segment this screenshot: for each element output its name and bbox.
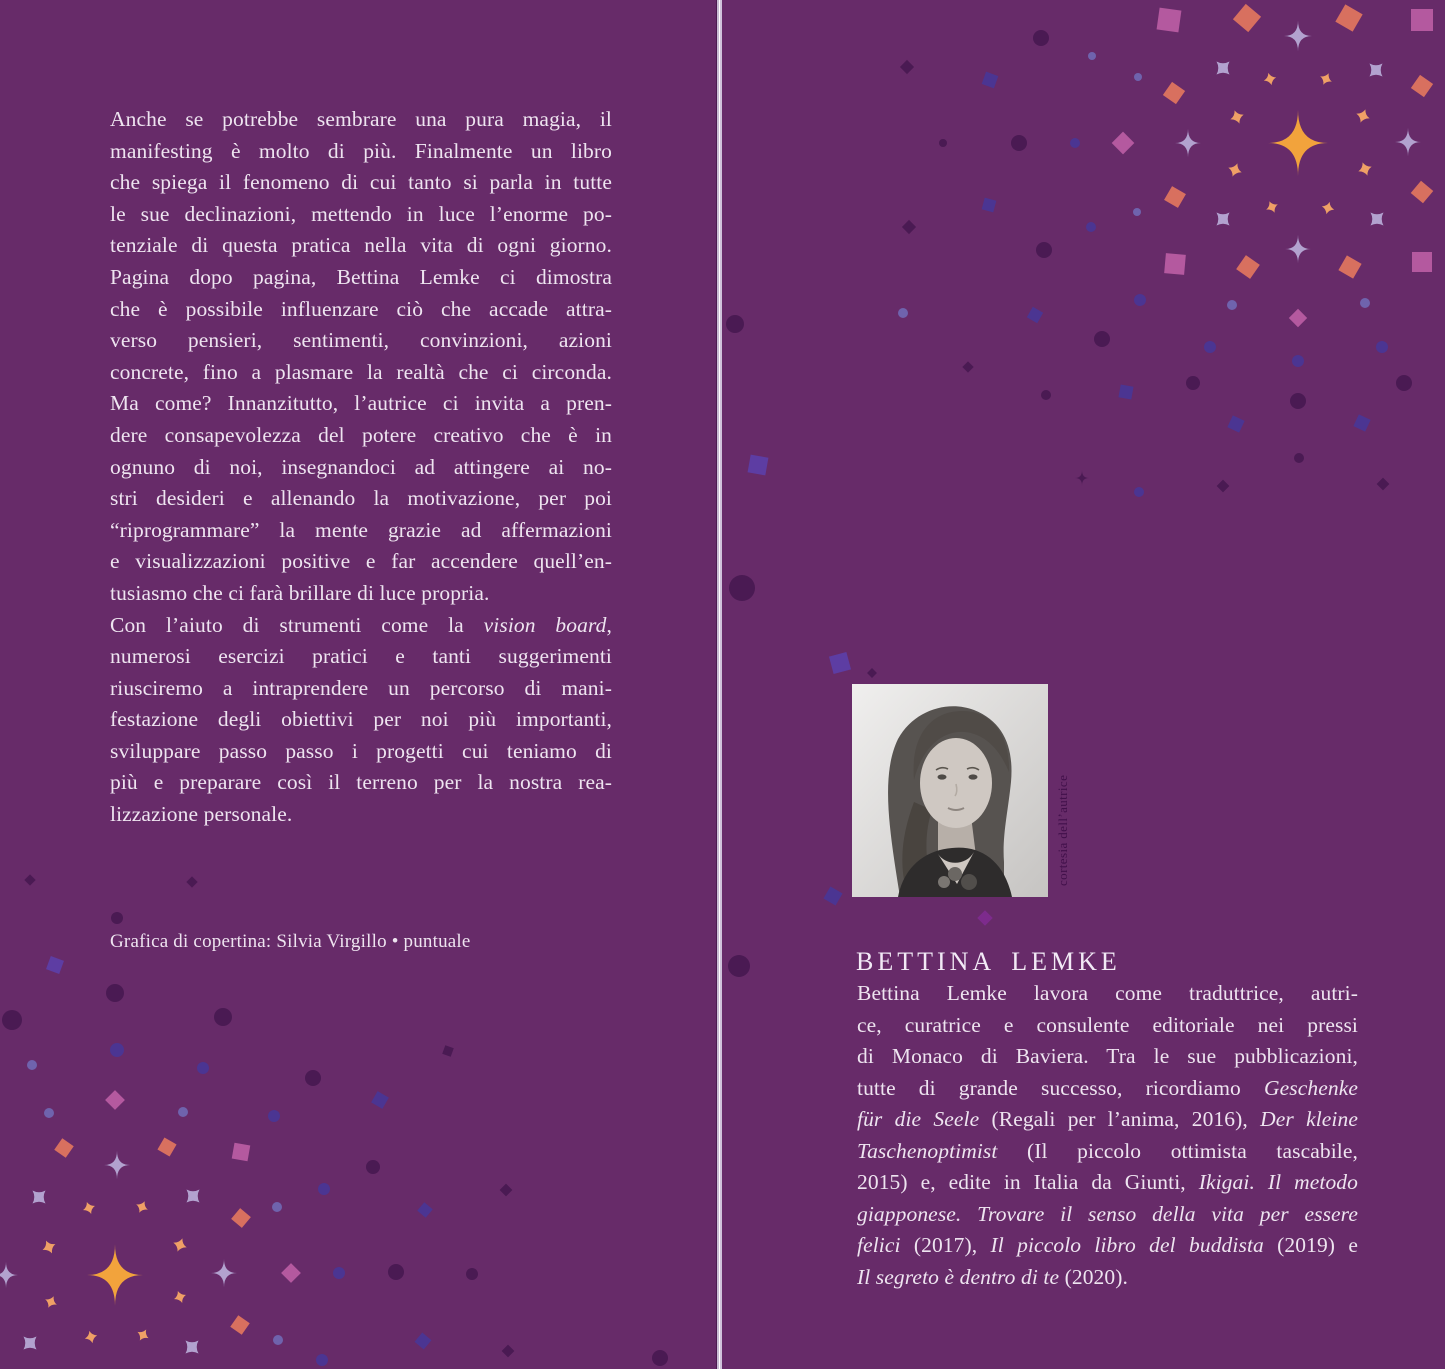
deco-dot <box>272 1202 282 1212</box>
deco-sq <box>1338 255 1361 278</box>
text-line: lizzazione personale. <box>110 802 293 827</box>
text-line: verso pensieri, sentimenti, convinzioni, azioni <box>110 328 612 353</box>
deco-sq <box>105 1090 125 1110</box>
deco-sq <box>230 1315 249 1334</box>
deco-pillow <box>1370 64 1383 77</box>
deco-dot <box>366 1160 380 1174</box>
deco-twinkle <box>83 1202 95 1214</box>
deco-dot <box>652 1350 668 1366</box>
deco-dot <box>898 308 908 318</box>
deco-sq <box>231 1208 251 1228</box>
deco-twinkle <box>1358 162 1371 175</box>
deco-twinkle <box>43 1241 56 1254</box>
deco-sq <box>1411 9 1433 31</box>
deco-dot <box>178 1107 188 1117</box>
text-line: dere consapevolezza del potere creativo che è in <box>110 422 612 447</box>
deco-twinkle <box>137 1329 148 1340</box>
text-line: che spiega il fenomeno di cui tanto si parla in tutte <box>110 170 612 195</box>
deco-twinkle <box>1356 109 1369 122</box>
text-line: giapponese. Trovare il senso della vita per essere <box>857 1201 1358 1226</box>
deco-dot <box>1094 331 1110 347</box>
deco-star-icon <box>104 1151 130 1180</box>
text-line: Con l’aiuto di strumenti come la vision board, <box>110 612 612 637</box>
text-line: “riprogrammare” la mente grazie ad affermazioni <box>110 517 612 542</box>
deco-dot <box>273 1335 283 1345</box>
deco-sq <box>1112 132 1135 155</box>
spine-fold-line <box>716 0 722 1369</box>
text-line: riusciremo a intraprendere un percorso di mani- <box>110 675 612 700</box>
deco-dot <box>268 1110 280 1122</box>
text-line: 2015) e, edite in Italia da Giunti, Ikigai. Il metodo <box>857 1170 1358 1194</box>
author-bio <box>857 978 1358 1293</box>
deco-sq <box>1377 478 1390 491</box>
text-line: le sue declinazioni, mettendo in luce l’enorme po- <box>110 201 612 226</box>
text-line: manifesting è molto di più. Finalmente un libro <box>110 138 612 163</box>
deco-sq <box>1027 307 1043 323</box>
deco-pillow <box>187 1190 200 1203</box>
deco-sq <box>1118 384 1133 399</box>
deco-sq <box>442 1045 454 1057</box>
deco-dot <box>388 1264 404 1280</box>
deco-sq <box>232 1143 251 1162</box>
deco-dot <box>1396 375 1412 391</box>
deco-sq <box>982 198 997 213</box>
deco-twinkle <box>45 1296 57 1308</box>
deco-star-icon <box>211 1259 237 1288</box>
deco-dot <box>27 1060 37 1070</box>
deco-sq <box>157 1137 176 1156</box>
deco-dot <box>1086 222 1096 232</box>
text-line: tusiasmo che ci farà brillare di luce propria. <box>110 580 490 605</box>
deco-sq <box>1353 414 1370 431</box>
deco-sq <box>417 1202 432 1217</box>
deco-sq <box>24 874 35 885</box>
deco-sq <box>982 72 999 89</box>
deco-dot <box>1033 30 1049 46</box>
deco-sq <box>1236 255 1260 279</box>
deco-star-icon <box>1284 21 1312 52</box>
text-line: numerosi esercizi pratici e tanti suggerimenti <box>110 644 612 669</box>
deco-dot <box>1360 298 1370 308</box>
deco-dot <box>1186 376 1200 390</box>
cover-credit-line: Grafica di copertina: Silvia Virgillo • puntuale <box>110 931 471 952</box>
deco-dot <box>1134 294 1146 306</box>
deco-dot <box>333 1267 345 1279</box>
deco-dot <box>726 315 744 333</box>
deco-sq <box>1335 4 1362 31</box>
text-line: festazione degli obiettivi per noi più importanti, <box>110 707 612 732</box>
deco-dot <box>44 1108 54 1118</box>
deco-sq <box>281 1263 301 1283</box>
text-line: e visualizzazioni positive e far accendere quell’en- <box>110 549 612 574</box>
deco-star-icon <box>0 1262 18 1288</box>
deco-dot <box>1376 341 1388 353</box>
deco-dot <box>1011 135 1027 151</box>
deco-dot <box>1036 242 1052 258</box>
text-line: ognuno di noi, insegnandoci ad attingere ai no- <box>110 454 612 479</box>
text-line: concrete, fino a plasmare la realtà che ci circonda. <box>110 359 612 384</box>
deco-twinkle <box>1230 110 1243 123</box>
deco-sq <box>1164 186 1186 208</box>
deco-dot <box>1134 73 1142 81</box>
deco-dot <box>106 984 124 1002</box>
author-portrait-illustration <box>852 684 1048 897</box>
deco-dot <box>305 1070 321 1086</box>
deco-sq <box>1164 253 1186 275</box>
deco-dot <box>728 955 750 977</box>
deco-dot <box>318 1183 330 1195</box>
text-line: Bettina Lemke lavora come traduttrice, autri- <box>857 981 1358 1005</box>
deco-dot <box>729 575 755 601</box>
left-flap-blurb <box>110 104 612 831</box>
deco-sq <box>823 886 842 905</box>
text-line: ce, curatrice e consulente editoriale nei pressi <box>857 1012 1358 1037</box>
deco-twinkle <box>1320 73 1332 85</box>
deco-dot <box>1204 341 1216 353</box>
author-name-heading: BETTINA LEMKE <box>856 947 1121 976</box>
deco-sq <box>1411 75 1433 97</box>
deco-dot <box>2 1010 22 1030</box>
text-line: Pagina dopo pagina, Bettina Lemke ci dimostra <box>110 264 612 289</box>
deco-dot <box>1134 487 1144 497</box>
deco-sq <box>1411 181 1434 204</box>
deco-star-icon <box>1268 110 1328 176</box>
deco-pillow <box>1371 213 1384 226</box>
deco-twinkle <box>85 1331 97 1343</box>
text-line: stri desideri e allenando la motivazione, per poi <box>110 486 612 511</box>
deco-sq <box>54 1138 73 1157</box>
deco-star-icon <box>1395 128 1421 157</box>
deco-sq <box>371 1091 389 1109</box>
deco-dot <box>1088 52 1096 60</box>
deco-twinkle <box>1322 202 1334 214</box>
deco-sq <box>46 956 64 974</box>
deco-pillow <box>24 1337 37 1350</box>
deco-sq <box>902 220 916 234</box>
deco-dot <box>111 912 123 924</box>
deco-sq <box>977 910 993 926</box>
author-photo <box>852 684 1048 897</box>
deco-dot <box>1294 453 1304 463</box>
deco-dot <box>1292 355 1304 367</box>
deco-pillow <box>186 1341 199 1354</box>
deco-pillow <box>1217 213 1230 226</box>
deco-dot <box>110 1043 124 1057</box>
deco-sq <box>500 1184 513 1197</box>
deco-dot <box>939 139 947 147</box>
deco-dot <box>214 1008 232 1026</box>
deco-sq <box>867 668 877 678</box>
deco-twinkle <box>136 1201 148 1213</box>
deco-star-icon <box>1075 470 1089 485</box>
deco-twinkle <box>1228 163 1241 176</box>
deco-twinkle <box>1264 73 1276 85</box>
deco-star-icon <box>87 1244 143 1306</box>
text-line: di Monaco di Baviera. Tra le sue pubblicazioni, <box>857 1044 1358 1068</box>
deco-dot <box>1070 138 1080 148</box>
text-line: tutte di grande successo, ricordiamo Geschenke <box>857 1075 1358 1100</box>
deco-sq <box>1289 309 1307 327</box>
deco-dot <box>316 1354 328 1366</box>
deco-sq <box>1163 82 1185 104</box>
deco-sq <box>962 361 973 372</box>
text-line: sviluppare passo passo i progetti cui teniamo di <box>110 738 612 763</box>
deco-twinkle <box>1266 201 1278 213</box>
text-line: Ma come? Innanzitutto, l’autrice ci invita a pren- <box>110 391 612 416</box>
text-line: Taschenoptimist (Il piccolo ottimista tascabile, <box>857 1138 1358 1163</box>
deco-sq <box>415 1333 432 1350</box>
text-line: Anche se potrebbe sembrare una pura magia, il <box>110 107 612 131</box>
deco-sq <box>900 60 914 74</box>
deco-sq <box>186 876 197 887</box>
deco-dot <box>197 1062 209 1074</box>
text-line: felici (2017), Il piccolo libro del buddista (2019) e <box>857 1233 1358 1257</box>
deco-sq <box>1157 8 1182 33</box>
deco-twinkle <box>174 1291 186 1303</box>
photo-credit-caption: cortesia dell’autrice <box>1055 774 1070 886</box>
deco-pillow <box>1217 62 1230 75</box>
text-line: Il segreto è dentro di te (2020). <box>857 1264 1128 1289</box>
deco-sq <box>502 1345 515 1358</box>
deco-sq <box>829 652 851 674</box>
text-line: tenziale di questa pratica nella vita di ogni giorno. <box>110 233 612 258</box>
text-line: für die Seele (Regali per l’anima, 2016), Der kleine <box>857 1107 1358 1131</box>
deco-dot <box>1133 208 1141 216</box>
deco-sq <box>1233 4 1261 32</box>
text-line: più e preparare così il terreno per la nostra rea- <box>110 770 612 795</box>
deco-sq <box>748 455 769 476</box>
deco-dot <box>1041 390 1051 400</box>
deco-sq <box>1412 252 1432 272</box>
deco-twinkle <box>173 1238 186 1251</box>
text-line: che è possibile influenzare ciò che accade attra- <box>110 296 612 321</box>
deco-sq <box>1217 480 1230 493</box>
deco-dot <box>466 1268 478 1280</box>
deco-dot <box>1227 300 1237 310</box>
deco-pillow <box>33 1191 46 1204</box>
deco-sq <box>1227 415 1244 432</box>
deco-star-icon <box>1285 235 1311 264</box>
deco-dot <box>1290 393 1306 409</box>
deco-star-icon <box>1175 129 1201 158</box>
